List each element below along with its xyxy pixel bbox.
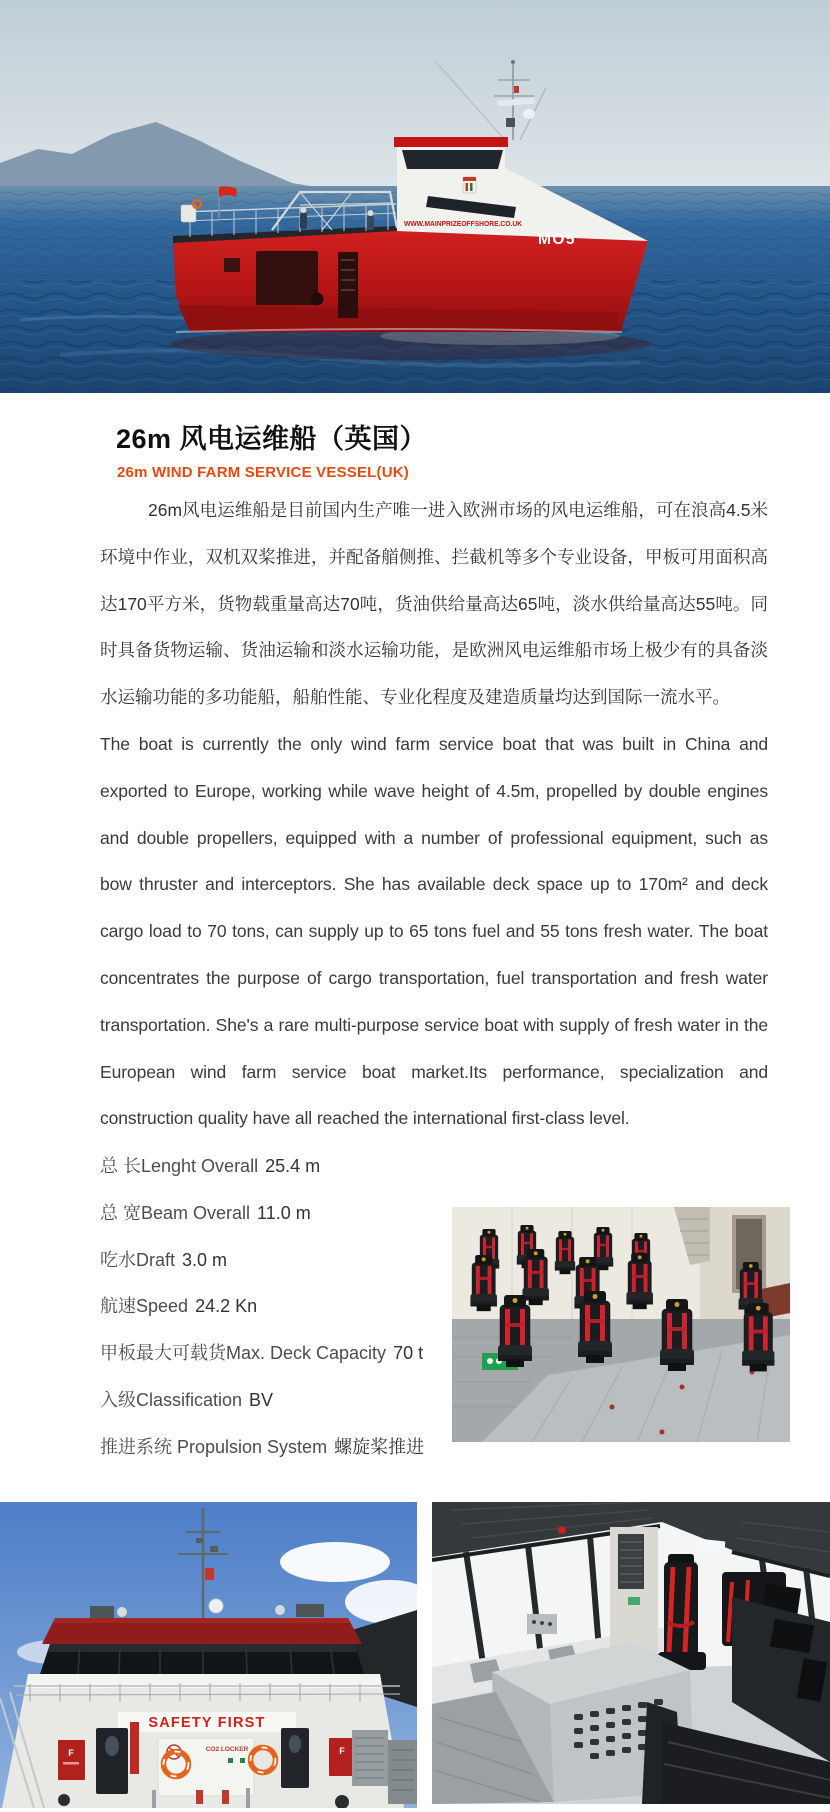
hero-photo: [0, 0, 830, 393]
hero-illustration: [0, 0, 830, 393]
red-stripe: [130, 1722, 139, 1774]
bridge-photo: [432, 1502, 830, 1804]
porthole: [311, 293, 324, 306]
crest-logo: [463, 177, 476, 193]
hero-website-text: WWW.MAINPRIZEOFFSHORE.CO.UK: [404, 219, 523, 228]
spec-classification: 入级Classification BV: [100, 1389, 274, 1410]
svg-text:F: F: [339, 1746, 345, 1756]
fire-sign-panel: [58, 1740, 85, 1780]
wheelhouse-roof-band: [394, 137, 508, 147]
spec-speed: 航速Speed 24.2 Kn: [100, 1296, 258, 1317]
paragraph-en: The boat is currently the only wind farm service boat that was built in China and exported to Europe, working while wave height of 4.5m, propelled by double engines and double propellers, equipped with a number of professional equipment, such as bow thruster and interceptors. She has available deck space up to 170m² and deck cargo load to 70 tons, can supply up to 65 tons fuel and 55 tons fresh water. The boat concentrates the purpose of cargo transportation, fuel transportation and fresh water transportation. She's a rare multi-purpose service boat with supply of fresh water in the European wind farm service boat market.Its performance, specialization and construction quality have all reached the international first-class level.: [100, 734, 768, 1129]
satdome: [209, 1599, 223, 1613]
hero-hull-code: MO5: [537, 231, 577, 248]
crew-figure: [367, 210, 374, 230]
spec-beam-overall: 总 宽Beam Overall 11.0 m: [100, 1202, 311, 1223]
page-title: 26m 风电运维船（英国）: [116, 424, 428, 454]
fire-sign-panel: [329, 1738, 356, 1776]
cabin-seats-photo: [452, 1207, 790, 1442]
spec-deck-capacity: 甲板最大可载货Max. Deck Capacity 70 t: [100, 1343, 424, 1364]
co2-locker-text: CO2 LOCKER: [205, 1746, 249, 1753]
paragraph-zh: 26m风电运维船是目前国内生产唯一进入欧洲市场的风电运维船，可在浪高4.5米环境中作业，双机双桨推进，并配备艏侧推、拦截机等多个专业设备，甲板可用面积高达170平方米，货物载重量高达70吨，货油供给量高达65吨，淡水供给量高达55吨。同时具备货物运输、货油运输和淡水运输功能，是欧洲风电运维船市场上极少有的具备淡水运输功能的多功能船，船舶性能、专业化程度及建造质量均达到国际一流水平。: [100, 500, 768, 708]
superstructure-photo: [0, 1502, 417, 1808]
spec-list: [100, 1143, 424, 1471]
spec-length-overall: 总 长Lenght Overall 25.4 m: [100, 1156, 321, 1176]
detector: [558, 1526, 566, 1534]
safety-first-text: SAFETY FIRST: [148, 1715, 266, 1731]
page-subtitle: 26m WIND FARM SERVICE VESSEL(UK): [117, 464, 410, 481]
spec-draft: 吃水Draft 3.0 m: [100, 1249, 228, 1270]
flag-icon: [205, 1568, 214, 1580]
spec-propulsion: 推进系统 Propulsion System 螺旋桨推进: [100, 1436, 425, 1457]
satdome: [523, 109, 535, 119]
crew-figure: [300, 207, 307, 229]
svg-text:F: F: [68, 1748, 74, 1758]
cloud: [280, 1542, 390, 1582]
windscreen: [402, 150, 503, 169]
